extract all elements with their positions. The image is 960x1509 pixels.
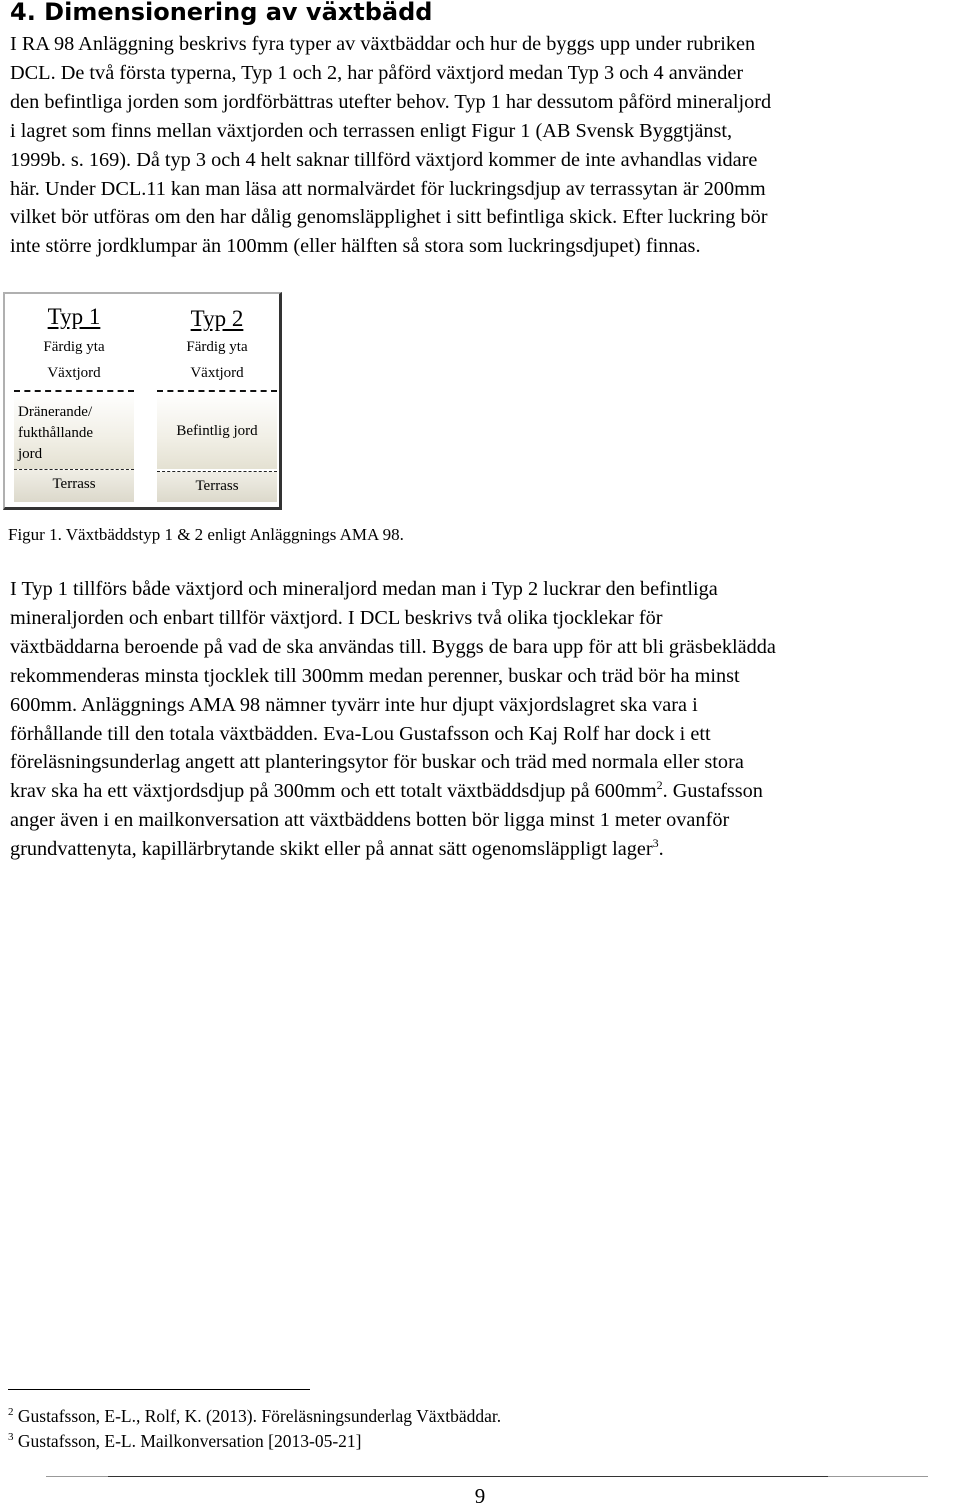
type2-surface-label: Färdig yta <box>186 339 248 355</box>
figure-vaxtbaddstyp <box>3 292 282 510</box>
text-line: I RA 98 Anläggning beskrivs fyra typer av växtbäddar och hur de byggs upp under rubriken <box>10 33 756 55</box>
intro-paragraph <box>10 30 960 261</box>
type2-title: Typ 2 <box>190 306 244 331</box>
text-line: rekommenderas minsta tjocklek till 300mm medan perenner, buskar och träd bör ha minst <box>10 664 740 687</box>
text-line: 600mm. Anläggnings AMA 98 nämner tyvärr inte hur djupt växjordslagret ska vara i <box>10 693 698 716</box>
footer-rule <box>108 1476 828 1477</box>
footnote-3: $^3$ Gustafsson, E-L. Mailkonversation [2013-05-21] <box>8 1431 362 1451</box>
text-line: förhållande till den totala växtbädden. Eva-Lou Gustafsson och Kaj Rolf har dock i ett <box>10 722 711 745</box>
drain-label-line: Dränerande/ <box>18 404 93 420</box>
type1-topsoil-label: Växtjord <box>47 365 101 381</box>
page-number: 9 <box>474 1484 486 1508</box>
type2-terrace-label: Terrass <box>195 478 239 494</box>
text-line: den befintliga jorden som jordförbättras utefter behov. Typ 1 har dessutom påförd mineraljord <box>10 90 772 113</box>
text-line: i lagret som finns mellan växtjorden och terrassen enligt Figur 1 (AB Svensk Byggtjänst, <box>10 119 733 142</box>
text-line: inte större jordklumpar än 100mm (eller hälften så stora som luckringsdjupet) finnas. <box>10 235 701 258</box>
text-line: anger även i en mailkonversation att växtbäddens botten bör ligga minst 1 meter ovanför <box>10 809 730 832</box>
body-paragraph <box>10 575 960 864</box>
type1-surface-label: Färdig yta <box>43 339 105 355</box>
drain-label-line: fukthållande <box>18 425 93 441</box>
type2-existing-soil-label: Befintlig jord <box>176 423 258 439</box>
text-line: krav ska ha ett växtjordsdjup på 300mm och ett totalt växtbäddsdjup på $600mm^2$. Gustafsson <box>10 778 763 803</box>
text-line: mineraljorden och enbart tillför växtjord. I DCL beskrivs två olika tjocklekar för <box>10 606 663 629</box>
type1-terrace-label: Terrass <box>52 476 96 492</box>
text-line: I Typ 1 tillförs både växtjord och mineraljord medan man i Typ 2 luckrar den befintliga <box>10 578 718 600</box>
type1-drain-label <box>18 402 93 465</box>
figure-caption: Figur 1. Växtbäddstyp 1 & 2 enligt Anläggnings AMA 98. <box>8 525 404 544</box>
footnote-ref-2[interactable]: 2 <box>656 778 663 793</box>
text-line: grundvattenyta, kapillärbrytande skikt eller på annat sätt ogenomsläppligt lager$^3$. <box>10 836 664 861</box>
text-line: vilket bör utföras om den har dålig genomsläpplighet i sitt befintliga skick. Efter luckring bör <box>10 206 768 229</box>
footer-rule <box>828 1476 928 1477</box>
footnote-separator <box>8 1389 310 1390</box>
footer-rule <box>46 1476 108 1477</box>
text-line: 1999b. s. 169). Då typ 3 och 4 helt saknar tillförd växtjord kommer de inte avhandlas vidare <box>10 148 758 171</box>
type2-topsoil-label: Växtjord <box>190 365 244 381</box>
type1-title: Typ 1 <box>47 304 101 329</box>
text-line: föreläsningsunderlag angett att planteringsytor för buskar och träd med normala eller stora <box>10 751 744 774</box>
drain-label-line: jord <box>18 446 43 462</box>
section-heading: 4. Dimensionering av växtbädd <box>10 0 433 26</box>
text-line: DCL. De två första typerna, Typ 1 och 2, har påförd växtjord medan Typ 3 och 4 använder <box>10 61 744 84</box>
footnote-ref-3[interactable]: 3 <box>652 836 659 851</box>
text-line: växtbäddarna beroende på vad de ska användas till. Byggs de bara upp för att bli gräsbeklädda <box>10 635 776 658</box>
text-line: här. Under DCL.11 kan man läsa att normalvärdet för luckringsdjup av terrassytan är 200mm <box>10 177 766 200</box>
footnote-2: $^2$ Gustafsson, E-L., Rolf, K. (2013). Föreläsningsunderlag Växtbäddar. <box>8 1406 502 1426</box>
